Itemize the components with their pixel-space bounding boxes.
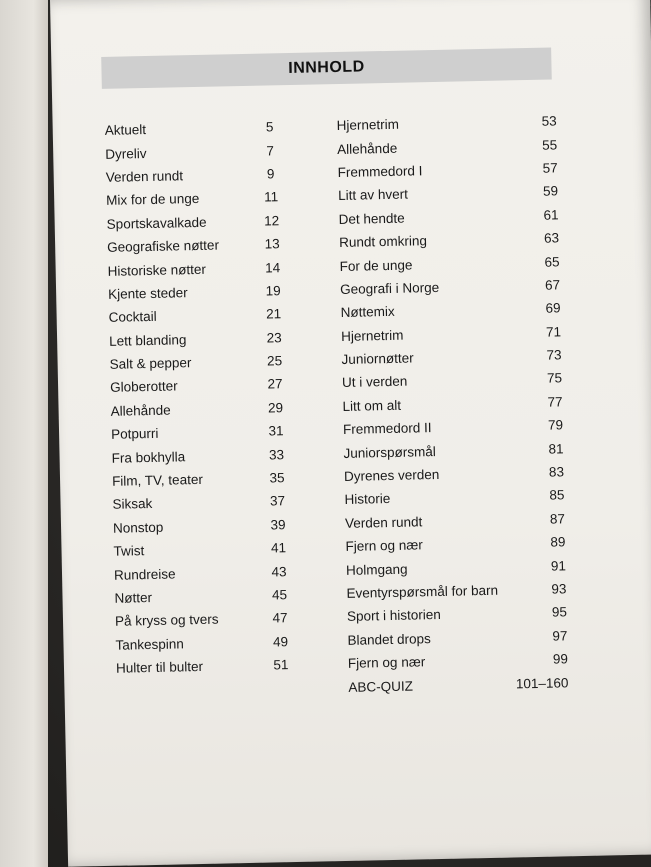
toc-entry-title: Juniornøtter <box>341 350 414 368</box>
toc-entry-title: Lett blanding <box>108 331 187 349</box>
toc-entry-title: Blandet drops <box>347 630 431 648</box>
toc-entry-title: Geografiske nøtter <box>107 237 220 255</box>
toc-entry-page: 73 <box>546 347 562 363</box>
toc-entry-page: 11 <box>264 189 279 205</box>
toc-entry-page: 29 <box>267 400 284 416</box>
toc-entry-page: 21 <box>265 306 282 322</box>
toc-entry-page: 25 <box>266 353 283 369</box>
toc-entry-title: Fremmedord I <box>337 163 423 180</box>
toc-entry-page: 97 <box>552 628 568 644</box>
toc-entry-page: 87 <box>549 511 566 527</box>
toc-entry-page: 33 <box>268 446 285 463</box>
toc-entry-page: 93 <box>551 581 567 597</box>
toc-entry-title: Rundreise <box>113 566 176 583</box>
toc-entry-page: 35 <box>269 470 285 486</box>
contents-header-bar <box>101 48 552 89</box>
toc-entry-page: 71 <box>545 324 562 340</box>
toc-entry-title: Verden rundt <box>105 168 184 185</box>
toc-entry-page: 49 <box>272 633 289 650</box>
toc-entry-page: 53 <box>541 113 557 129</box>
toc-entry-title: Potpurri <box>110 426 159 443</box>
toc-entry-page: 45 <box>271 587 288 603</box>
toc-entry-title: Eventyrspørsmål for barn <box>346 582 499 601</box>
toc-right-column <box>336 109 568 698</box>
toc-entry-title: Cocktail <box>108 309 157 326</box>
toc-entry-title: Hulter til bulter <box>115 659 204 676</box>
toc-entry-title: Allehånde <box>110 402 171 419</box>
toc-entry-title: Fremmedord II <box>342 420 432 438</box>
toc-entry-title: På kryss og tvers <box>114 611 219 630</box>
toc-entry-title: Rundt omkring <box>338 233 428 251</box>
toc-entry-title: Hjernetrim <box>340 327 404 344</box>
toc-entry-page: 95 <box>551 604 568 621</box>
toc-entry-title: Nøtter <box>114 589 153 606</box>
toc-entry-page: 55 <box>541 136 558 153</box>
book-page <box>50 0 651 867</box>
toc-entry-page: 99 <box>552 651 569 667</box>
toc-entry-title: ABC-QUIZ <box>348 678 414 695</box>
toc-left-column <box>105 115 317 680</box>
toc-entry-page: 14 <box>264 259 281 276</box>
toc-entry-title: For de unge <box>339 257 413 274</box>
toc-entry-title: Aktuelt <box>104 122 147 139</box>
toc-entry-title: Fjern og nær <box>345 537 423 555</box>
toc-entry-title: Historiske nøtter <box>107 261 207 279</box>
toc-entry-page: 27 <box>267 376 283 393</box>
toc-entry-title: Fjern og nær <box>347 654 426 672</box>
toc-entry-title: Tankespinn <box>115 636 184 653</box>
toc-entry-title: Allehånde <box>337 140 398 157</box>
toc-entry-title: Nøttemix <box>340 304 395 321</box>
toc-entry-page: 101–160 <box>515 674 569 691</box>
toc-entry-page: 39 <box>270 517 286 533</box>
toc-entry-page: 41 <box>270 540 287 556</box>
toc-entry-title: Mix for de unge <box>106 191 200 209</box>
toc-entry-page: 57 <box>542 160 558 176</box>
toc-entry-page: 65 <box>544 253 560 270</box>
toc-entry-page: 63 <box>543 230 560 246</box>
toc-entry-title: Dyrenes verden <box>343 466 440 484</box>
toc-entry-title: Fra bokhylla <box>111 448 186 466</box>
toc-entry-page: 81 <box>548 441 564 457</box>
toc-entry-title: Ut i verden <box>341 374 408 391</box>
toc-entry-page: 69 <box>545 300 561 317</box>
toc-entry-page: 13 <box>264 236 280 252</box>
toc-entry-title: Dyreliv <box>105 145 147 162</box>
toc-entry-page: 91 <box>550 557 567 574</box>
toc-entry-page: 47 <box>272 610 288 626</box>
toc-entry <box>348 671 568 699</box>
toc-entry-page: 51 <box>273 657 289 673</box>
toc-entry-title: Kjente steder <box>108 285 188 302</box>
toc-entry-page: 67 <box>544 277 561 293</box>
toc-entry-page: 85 <box>549 487 565 504</box>
toc-entry-page: 19 <box>265 283 281 299</box>
toc-entry-page: 37 <box>269 493 286 509</box>
toc-entry-page: 61 <box>543 207 559 223</box>
toc-entry-title: Sport i historien <box>346 607 441 625</box>
toc-entry-title: Litt om alt <box>342 397 402 414</box>
toc-entry-title: Litt av hvert <box>338 186 409 204</box>
toc-entry-title: Nonstop <box>112 519 164 536</box>
toc-entry-title: Holmgang <box>345 561 408 578</box>
toc-entry-page: 31 <box>268 423 284 439</box>
toc-entry-page: 79 <box>547 417 564 433</box>
toc-entry-title: Film, TV, teater <box>111 471 204 489</box>
toc-entry-page: 43 <box>271 563 287 580</box>
toc-entry-title: Sportskavalkade <box>106 214 207 232</box>
toc-entry-page: 12 <box>263 213 280 229</box>
toc-entry-title: Historie <box>344 491 391 508</box>
toc-entry <box>116 653 316 681</box>
toc-entry-title: Twist <box>113 543 145 560</box>
toc-entry-title: Globerotter <box>109 378 178 396</box>
toc-entry-page: 23 <box>266 329 282 346</box>
toc-entry-page: 5 <box>265 119 274 135</box>
toc-entry-page: 83 <box>548 464 565 480</box>
toc-entry-page: 59 <box>542 183 559 200</box>
toc-entry-page: 77 <box>547 394 563 410</box>
toc-entry-page: 75 <box>546 370 563 387</box>
toc-entry-title: Juniorspørsmål <box>343 443 436 461</box>
contents-title: INNHOLD <box>288 58 365 78</box>
toc-entry-title: Verden rundt <box>344 514 423 531</box>
toc-entry-title: Siksak <box>112 496 153 513</box>
toc-entry-page: 89 <box>550 534 566 550</box>
toc-entry-title: Salt & pepper <box>109 355 192 372</box>
toc-entry-title: Hjernetrim <box>336 116 400 134</box>
toc-entry-title: Det hendte <box>338 210 405 227</box>
toc-entry-page: 9 <box>266 166 275 182</box>
toc-entry-title: Geografi i Norge <box>339 279 440 297</box>
facing-page-edge <box>0 0 48 867</box>
toc-entry-page: 7 <box>266 142 275 159</box>
